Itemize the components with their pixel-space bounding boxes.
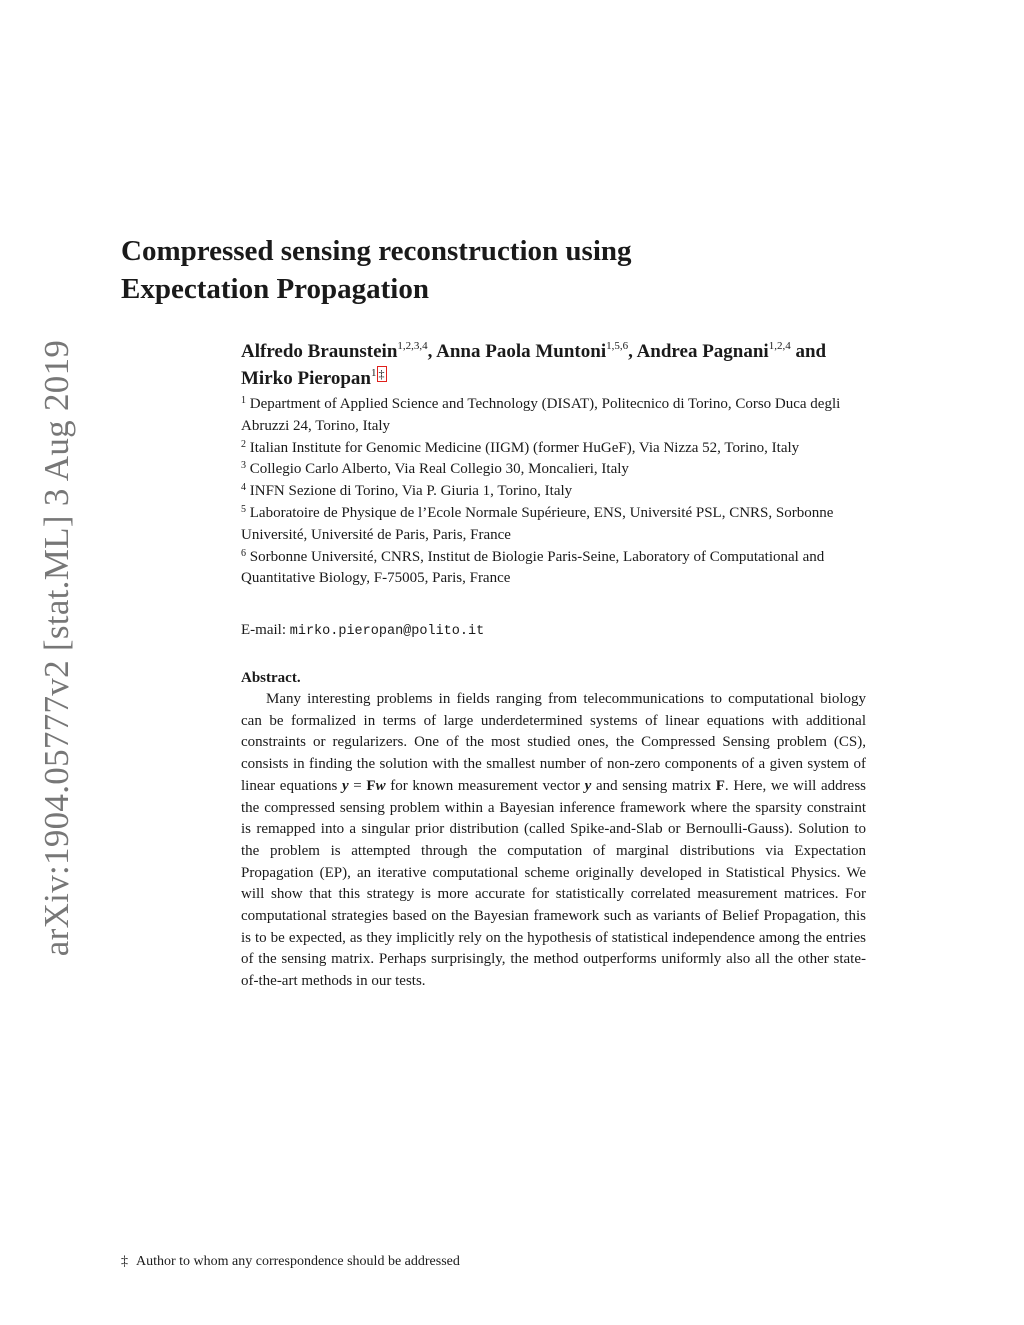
author-affiliation-marks: 1,5,6 <box>606 340 629 352</box>
abstract-text <box>241 689 866 993</box>
affiliation-text: Collegio Carlo Alberto, Via Real Collegio 30, Moncalieri, Italy <box>249 461 629 478</box>
title-line-1: Compressed sensing reconstruction using <box>121 235 632 267</box>
author-conjunction: and <box>795 341 827 362</box>
abstract-text-part: and sensing matrix <box>591 777 716 794</box>
affiliation-item <box>241 547 866 591</box>
affiliation-number: 1 <box>241 395 246 406</box>
affiliation-item <box>241 438 866 460</box>
affiliation-item <box>241 503 866 547</box>
math-symbol: y <box>341 777 349 794</box>
affiliation-text: Laboratoire de Physique de l’Ecole Normale Supérieure, ENS, Université PSL, CNRS, Sorbonne Université, Université de Paris, Paris, France <box>241 504 834 543</box>
affiliation-list <box>241 394 866 590</box>
math-symbol: w <box>375 777 386 794</box>
affiliation-text: Department of Applied Science and Technology (DISAT), Politecnico di Torino, Corso Duca degli Abruzzi 24, Torino, Italy <box>241 396 841 434</box>
email-line <box>241 620 484 642</box>
arxiv-side-stamp: arXiv:1904.05777v2 [stat.ML] 3 Aug 2019 <box>37 339 76 957</box>
affiliation-item <box>241 459 866 481</box>
author-name: Anna Paola Muntoni <box>436 341 607 362</box>
affiliation-item <box>241 394 866 438</box>
affiliation-number: 2 <box>241 438 246 450</box>
affiliation-text: INFN Sezione di Torino, Via P. Giuria 1, Torino, Italy <box>249 483 573 500</box>
email-label: E-mail: <box>241 622 286 638</box>
footnote-text: Author to whom any correspondence should be addressed <box>136 1254 460 1269</box>
abstract-text-part: . Here, we will address the compressed sensing problem within a Bayesian inference framework where the sparsity constraint is remapped into a singular prior distribution (called Spike-and-Slab or Bernoulli-Gauss). Solution to the problem is attempted through the computation of marginal distributions via Expectation Propagation (EP), an iterative computational scheme originally developed in Statistical Physics. We will show that this strategy is more accurate for statistically correlated measurement matrices. For computational strategies based on the Bayesian framework such as variants of Belief Propagation, this is to be expected, as they implicitly rely on the hypothesis of statistical independence among the entries of the sensing matrix. Perhaps surprisingly, the method outperforms uniformly also all the other state-of-the-art methods in our tests. <box>241 777 866 990</box>
affiliation-number: 6 <box>241 547 246 559</box>
math-symbol: y <box>584 777 592 794</box>
abstract-text-part: for known measurement vector <box>385 777 585 794</box>
author-affiliation-marks: 1,2,4 <box>768 340 791 352</box>
affiliation-number: 5 <box>241 503 246 515</box>
abstract-heading: Abstract. <box>241 670 301 686</box>
affiliation-item <box>241 481 866 503</box>
math-symbol: F <box>715 777 725 794</box>
footnote-mark: ‡ <box>121 1254 128 1269</box>
author-affiliation-marks: 1,2,3,4 <box>397 340 428 352</box>
corresponding-author-footnote-link[interactable]: ‡ <box>378 367 385 381</box>
abstract-text-part: Many interesting problems in fields ranging from telecommunications to computational biology can be formalized in terms of large underdetermined systems of linear equations with additional constraints or regularizers. One of the most studied ones, the Compressed Sensing problem (CS), consists in finding the solution with the smallest number of non-zero components of a given system of linear equations <box>241 691 866 794</box>
author-affiliation-marks: 1 <box>371 367 377 379</box>
email-address-link[interactable]: mirko.pieropan@polito.it <box>289 624 485 639</box>
affiliation-text: Italian Institute for Genomic Medicine (IIGM) (former HuGeF), Via Nizza 52, Torino, Italy <box>249 439 800 456</box>
affiliation-number: 4 <box>241 482 246 494</box>
math-symbol: F <box>366 777 376 794</box>
footnote <box>121 1252 460 1272</box>
affiliation-text: Sorbonne Université, CNRS, Institut de Biologie Paris-Seine, Laboratory of Computational and Quantitative Biology, F-75005, Paris, France <box>241 548 825 587</box>
author-list: Alfredo Braunstein$^{1,2,3,4}$, Anna Paola Muntoni$^{1,5,6}$, Andrea Pagnani$^{1,2,4}$ and Mirko Pieropan$^1$ ‡ <box>241 340 827 389</box>
title-line-2: Expectation Propagation <box>121 273 429 305</box>
math-operator: = <box>348 777 367 794</box>
affiliation-number: 3 <box>241 460 246 472</box>
paper-title <box>121 232 821 308</box>
author-name: Andrea Pagnani <box>636 341 769 362</box>
author-name: Alfredo Braunstein <box>241 341 398 362</box>
author-name: Mirko Pieropan <box>241 368 372 389</box>
